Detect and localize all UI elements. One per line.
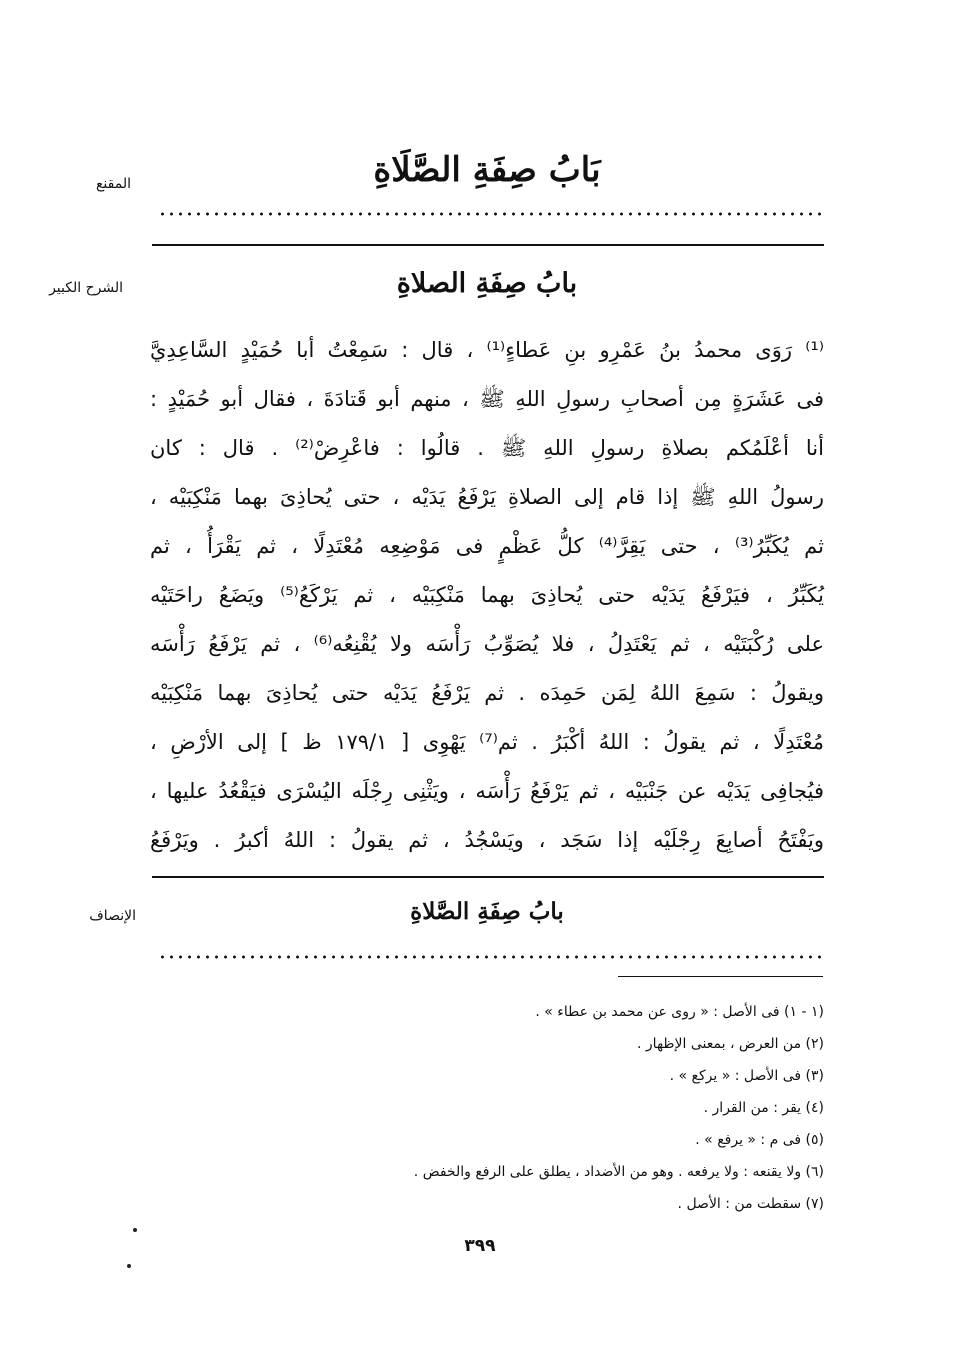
margin-label-muqni: المقنع (95, 176, 131, 192)
body-line: ⁽¹⁾ رَوَى محمدُ بنُ عَمْرِو بنِ عَطاءٍ⁽¹⁾ ، قال : سَمِعْتُ أبا حُمَيْدٍ السَّاعِدِيَّ (150, 338, 824, 362)
muqni-dotted-separator (158, 211, 824, 217)
margin-label-insaf: الإنصاف (89, 908, 136, 924)
scan-speck (133, 1228, 137, 1232)
body-line: رسولُ اللهِ ﷺ إذا قام إلى الصلاةِ يَرْفَعُ يَدَيْه ، حتى يُحاذِىَ بهما مَنْكِبَيْه ، (150, 485, 824, 509)
footnotes (300, 996, 824, 1220)
insaf-section-title: بابُ صِفَةِ الصَّلاةِ (410, 898, 564, 925)
body-line: ويقولُ : سَمِعَ اللهُ لِمَن حَمِدَه . ثم يَرْفَعُ يَدَيْه حتى يُحاذِىَ بهما مَنْكِبَيْه (150, 681, 824, 705)
body-line: مُعْتَدِلًا ، ثم يقولُ : اللهُ أكْبَرُ . ثم⁽⁷⁾ يَهْوِى [ ١٧٩/١ ظ ] إلى الأرْضِ ، (150, 730, 824, 754)
scan-speck (127, 1264, 131, 1268)
page-number: ٣٩٩ (464, 1236, 496, 1256)
footnote-separator (618, 976, 823, 977)
body-line: على رُكْبَتَيْه ، ثم يَعْتَدِلُ ، فلا يُصَوِّبُ رَأْسَه ولا يُقْنِعُه⁽⁶⁾ ، ثم يَرْفَعُ رَأْسَه (150, 632, 824, 656)
body-line: أنا أعْلَمُكم بصلاةِ رسولِ اللهِ ﷺ . قالُوا : فاعْرِضْ⁽²⁾ . قال : كان (150, 436, 824, 460)
insaf-dotted-separator (158, 954, 824, 960)
muqni-section-title: بَابُ صِفَةِ الصَّلَاةِ (373, 150, 601, 190)
footnote: (٧) سقطت من : الأصل . (677, 1196, 824, 1212)
sharh-body-text (150, 326, 824, 865)
section-divider-bottom (152, 876, 824, 878)
footnote: (٤) يقر : من القرار . (703, 1100, 824, 1116)
margin-label-sharh: الشرح الكبير (49, 280, 123, 296)
footnote: (٦) ولا يقنعه : ولا يرفعه . وهو من الأضداد ، يطلق على الرفع والخفض . (413, 1164, 824, 1180)
body-line: فى عَشَرَةٍ مِن أصحابِ رسولِ اللهِ ﷺ ، منهم أبو قَتادَةَ ، فقال أبو حُمَيْدٍ : (150, 387, 824, 411)
body-line: ثم يُكَبِّرُ⁽³⁾ ، حتى يَقِرَّ⁽⁴⁾ كلُّ عَظْمٍ فى مَوْضِعِه مُعْتَدِلًا ، ثم يَقْرَأُ ، ثم (150, 534, 824, 558)
sharh-section-title: بابُ صِفَةِ الصلاةِ (396, 268, 578, 299)
section-divider-top (152, 244, 824, 246)
footnote: (٢) من العرض ، بمعنى الإظهار . (637, 1036, 824, 1052)
footnote: (٣) فى الأصل : « يركع » . (669, 1068, 824, 1084)
footnote: (٥) فى م : « يرفع » . (695, 1132, 824, 1148)
body-line: يُكَبِّرُ ، فيَرْفَعُ يَدَيْه حتى يُحاذِىَ بهما مَنْكِبَيْه ، ثم يَرْكَعُ⁽⁵⁾ ويَضَعُ راحَتَيْه (150, 583, 824, 607)
footnote: (١ - ١) فى الأصل : « روى عن محمد بن عطاء » . (535, 1004, 824, 1020)
body-line: فيُجافِى يَدَيْه عن جَنْبَيْه ، ثم يَرْفَعُ رَأْسَه ، ويَثْنِى رِجْلَه اليُسْرَى فيَقْعُدُ عليها ، (150, 779, 824, 803)
body-line: ويَفْتَحُ أصابِعَ رِجْلَيْه إذا سَجَد ، ويَسْجُدُ ، ثم يقولُ : اللهُ أكبرُ . ويَرْفَعُ (150, 828, 824, 852)
